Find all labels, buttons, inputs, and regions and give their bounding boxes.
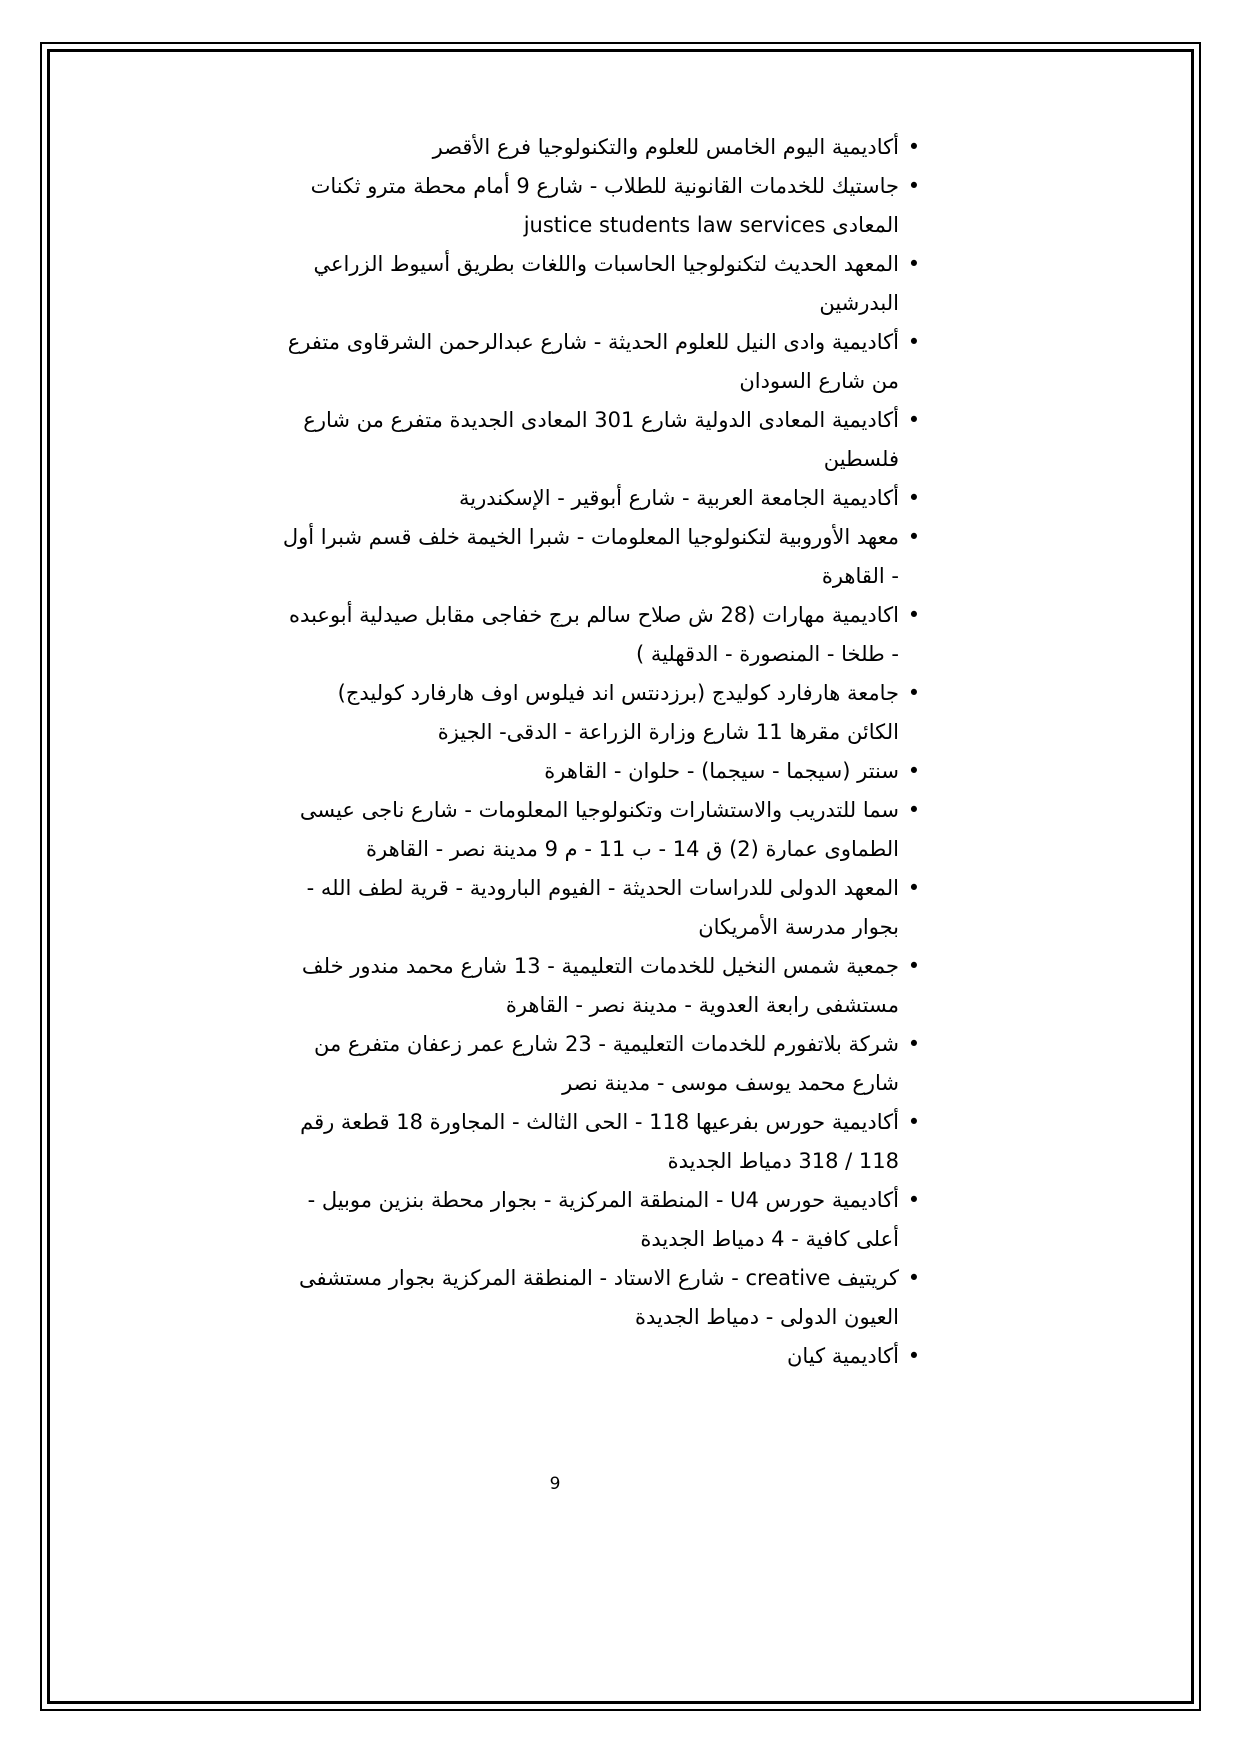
bullet-icon: • <box>907 681 921 705</box>
list-item-text: أكاديمية اليوم الخامس للعلوم والتكنولوجيا فرع الأقصر <box>432 135 899 159</box>
list-item-text: أكاديمية حورس U4 - المنطقة المركزية - بجوار محطة بنزين موبيل - أعلى كافية - 4 دمياط الجديدة <box>307 1188 899 1251</box>
list-item-text: سما للتدريب والاستشارات وتكنولوجيا المعلومات - شارع ناجى عيسى الطماوى عمارة (2) ق 14 - ب 11 - م 9 مدينة نصر - القاهرة <box>299 798 899 861</box>
bullet-icon: • <box>907 1188 921 1212</box>
list-item-text: أكاديمية المعادى الدولية شارع 301 المعادى الجديدة متفرع من شارع فلسطين <box>303 408 899 471</box>
list-item <box>281 518 929 596</box>
bullet-icon: • <box>907 408 921 432</box>
list-item-text: اكاديمية مهارات (28 ش صلاح سالم برج خفاجى مقابل صيدلية أبوعبده - طلخا - المنصورة - الدقهلية ) <box>289 603 899 666</box>
bulleted-list <box>281 128 929 1376</box>
bullet-icon: • <box>907 603 921 627</box>
bullet-icon: • <box>907 486 921 510</box>
list-item <box>281 323 929 401</box>
list-item-text: جاستيك للخدمات القانونية للطلاب - شارع 9 أمام محطة مترو ثكنات المعادى justice students law services <box>310 174 899 237</box>
bullet-icon: • <box>907 525 921 549</box>
list-item-text: كريتيف creative - شارع الاستاد - المنطقة المركزية بجوار مستشفى العيون الدولى - دمياط الجديدة <box>298 1266 899 1329</box>
list-item-text: معهد الأوروبية لتكنولوجيا المعلومات - شبرا الخيمة خلف قسم شبرا أول - القاهرة <box>282 525 899 588</box>
list-item <box>281 1103 929 1181</box>
list-item-text: أكاديمية كيان <box>787 1344 899 1368</box>
list-item <box>281 128 929 167</box>
list-item <box>281 1025 929 1103</box>
bullet-icon: • <box>907 1032 921 1056</box>
list-item-text: أكاديمية حورس بفرعيها 118 - الحى الثالث - المجاورة 18 قطعة رقم 118 / 318 دمياط الجديدة <box>300 1110 899 1173</box>
bullet-icon: • <box>907 135 921 159</box>
list-item-text: أكاديمية وادى النيل للعلوم الحديثة - شارع عبدالرحمن الشرقاوى متفرع من شارع السودان <box>287 330 899 393</box>
list-item <box>281 947 929 1025</box>
list-item-text: جمعية شمس النخيل للخدمات التعليمية - 13 شارع محمد مندور خلف مستشفى رابعة العدوية - مدينة نصر - القاهرة <box>301 954 899 1017</box>
list-item <box>281 869 929 947</box>
bullet-icon: • <box>907 252 921 276</box>
list-item <box>281 752 929 791</box>
list-item-text: المعهد الدولى للدراسات الحديثة - الفيوم البارودية - قرية لطف الله - بجوار مدرسة الأمريكان <box>306 876 899 939</box>
bullet-icon: • <box>907 798 921 822</box>
list-item-text: جامعة هارفارد كوليدج (برزدنتس اند فيلوس اوف هارفارد كوليدج) الكائن مقرها 11 شارع وزارة الزراعة - الدقى- الجيزة <box>337 681 899 744</box>
list-item <box>281 791 929 869</box>
bullet-icon: • <box>907 1266 921 1290</box>
bullet-icon: • <box>907 759 921 783</box>
list-item <box>281 401 929 479</box>
bullet-icon: • <box>907 876 921 900</box>
list-item <box>281 1259 929 1337</box>
bullet-icon: • <box>907 1344 921 1368</box>
list-item <box>281 1337 929 1376</box>
list-item <box>281 596 929 674</box>
list-item <box>281 479 929 518</box>
bullet-icon: • <box>907 330 921 354</box>
list-item <box>281 167 929 245</box>
list-item-text: المعهد الحديث لتكنولوجيا الحاسبات واللغات بطريق أسيوط الزراعي البدرشين <box>313 252 899 315</box>
list-item-text: أكاديمية الجامعة العربية - شارع أبوقير - الإسكندرية <box>458 486 899 510</box>
bullet-icon: • <box>907 1110 921 1134</box>
list-item <box>281 245 929 323</box>
page-number: 9 <box>549 1474 561 1494</box>
list-item <box>281 674 929 752</box>
bullet-icon: • <box>907 174 921 198</box>
list-item-text: شركة بلاتفورم للخدمات التعليمية - 23 شارع عمر زعفان متفرع من شارع محمد يوسف موسى - مدينة نصر <box>313 1032 899 1095</box>
list-item <box>281 1181 929 1259</box>
list-item-text: سنتر (سيجما - سيجما) - حلوان - القاهرة <box>544 759 899 783</box>
bullet-icon: • <box>907 954 921 978</box>
